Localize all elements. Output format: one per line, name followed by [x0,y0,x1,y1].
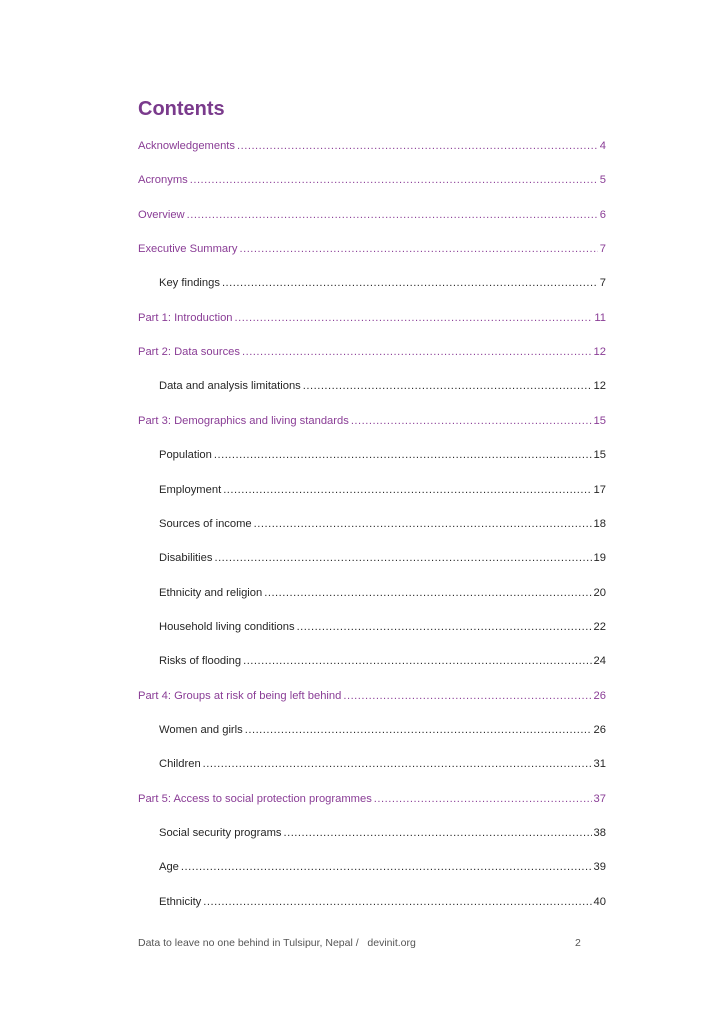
toc-dot-leader [222,275,598,291]
toc-dot-leader [351,413,592,429]
toc-entry-page-number: 31 [593,758,606,770]
toc-entry-page-number: 26 [593,724,606,736]
toc-entry[interactable] [159,722,606,738]
toc-entry-page-number: 39 [593,861,606,873]
toc-dot-leader [374,791,592,807]
toc-entry-label: Executive Summary [138,243,238,255]
toc-entry[interactable] [159,378,606,394]
toc-entry[interactable] [138,413,606,429]
toc-entry[interactable] [138,207,606,223]
toc-entry[interactable] [138,688,606,704]
toc-entry-page-number: 7 [599,277,606,289]
toc-entry-page-number: 18 [593,518,606,530]
toc-entry[interactable] [159,756,606,772]
toc-entry[interactable] [159,825,606,841]
toc-entry-page-number: 24 [593,655,606,667]
toc-entry-page-number: 15 [593,415,606,427]
toc-entry[interactable] [138,138,606,154]
toc-dot-leader [243,653,591,669]
toc-entry-label: Age [159,861,179,873]
toc-entry-page-number: 17 [593,484,606,496]
toc-entry-label: Children [159,758,201,770]
toc-entry-label: Part 1: Introduction [138,312,233,324]
toc-entry-page-number: 4 [599,140,606,152]
toc-entry-label: Acknowledgements [138,140,236,152]
toc-entry-label: Ethnicity and religion [159,587,263,599]
toc-entry-page-number: 38 [593,827,606,839]
toc-dot-leader [237,138,598,154]
toc-entry[interactable] [159,894,606,910]
toc-entry[interactable] [159,619,606,635]
toc-entry[interactable] [138,241,606,257]
toc-entry-label: Overview [138,209,185,221]
toc-entry[interactable] [159,859,606,875]
toc-entry-page-number: 40 [593,896,606,908]
page-footer [138,936,588,950]
toc-entry[interactable] [138,172,606,188]
toc-entry-label: Social security programs [159,827,282,839]
toc-entry[interactable] [159,516,606,532]
toc-entry-label: Part 3: Demographics and living standards [138,415,349,427]
toc-entry-label: Sources of income [159,518,252,530]
footer-text: Data to leave no one behind in Tulsipur, Nepal / devinit.org [138,937,416,949]
toc-entry-label: Part 5: Access to social protection programmes [138,793,372,805]
toc-dot-leader [214,550,591,566]
toc-dot-leader [297,619,592,635]
toc-dot-leader [181,859,592,875]
toc-dot-leader [343,688,591,704]
toc-entry[interactable] [159,653,606,669]
toc-entry-label: Employment [159,484,222,496]
toc-dot-leader [235,310,593,326]
toc-entry[interactable] [159,482,606,498]
toc-dot-leader [214,447,592,463]
toc-entry[interactable] [138,310,606,326]
toc-dot-leader [187,207,598,223]
toc-entry-label: Disabilities [159,552,213,564]
toc-entry-page-number: 26 [593,690,606,702]
toc-entry-page-number: 6 [599,209,606,221]
toc-dot-leader [203,756,592,772]
toc-entry-page-number: 20 [593,587,606,599]
toc-dot-leader [190,172,598,188]
toc-dot-leader [242,344,592,360]
toc-entry-page-number: 11 [594,312,606,324]
toc-entry-label: Key findings [159,277,220,289]
toc-entry-page-number: 12 [593,380,606,392]
toc-entry-label: Ethnicity [159,896,202,908]
toc-dot-leader [264,585,591,601]
footer-page-number: 2 [575,937,581,949]
toc-entry-label: Household living conditions [159,621,295,633]
toc-entry-page-number: 19 [593,552,606,564]
toc-entry-label: Data and analysis limitations [159,380,301,392]
toc-dot-leader [203,894,591,910]
toc-entry[interactable] [138,791,606,807]
toc-dot-leader [254,516,592,532]
toc-entry[interactable] [159,275,606,291]
toc-dot-leader [283,825,591,841]
toc-entry[interactable] [159,447,606,463]
toc-entry-page-number: 5 [599,174,606,186]
toc-entry-label: Acronyms [138,174,188,186]
toc-dot-leader [303,378,592,394]
toc-entry-label: Part 2: Data sources [138,346,240,358]
toc-entry[interactable] [159,585,606,601]
toc-entry-page-number: 15 [593,449,606,461]
contents-heading: Contents [138,98,225,120]
toc-dot-leader [223,482,591,498]
toc-entry-label: Population [159,449,212,461]
toc-dot-leader [245,722,592,738]
toc-entry-page-number: 37 [593,793,606,805]
toc-entry-page-number: 22 [593,621,606,633]
toc-entry[interactable] [138,344,606,360]
toc-entry-label: Women and girls [159,724,243,736]
toc-entry[interactable] [159,550,606,566]
toc-entry-label: Risks of flooding [159,655,242,667]
toc-entry-page-number: 12 [593,346,606,358]
toc-dot-leader [239,241,597,257]
toc-entry-page-number: 7 [599,243,606,255]
toc-entry-label: Part 4: Groups at risk of being left behind [138,690,342,702]
